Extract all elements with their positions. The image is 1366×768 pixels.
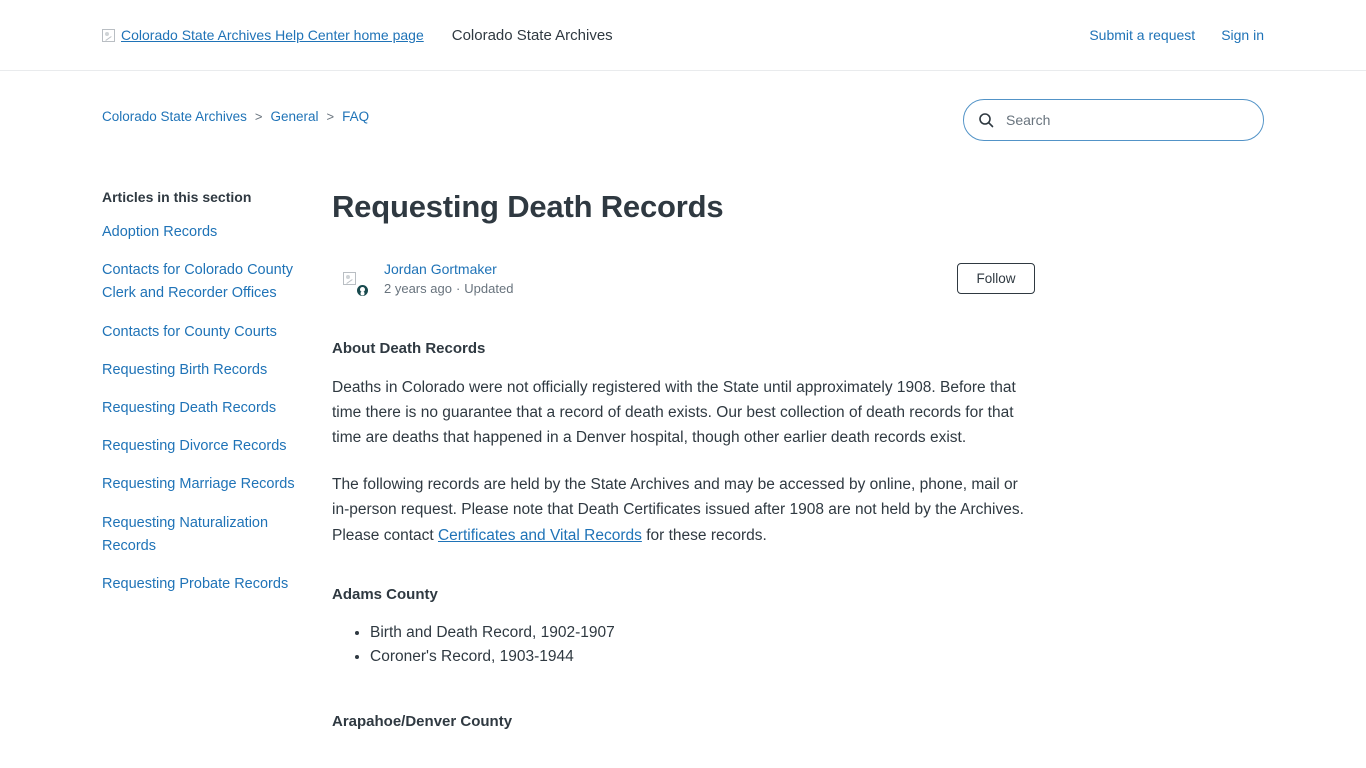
list-item — [102, 359, 310, 382]
list-item — [102, 573, 310, 596]
search-area — [963, 99, 1264, 141]
sidebar-heading: Articles in this section — [102, 189, 252, 205]
adams-county-records-list — [332, 621, 1035, 669]
breadcrumb-separator: > — [254, 109, 263, 124]
list-item — [102, 397, 310, 420]
heading-arapahoe-denver-county: Arapahoe/Denver County — [332, 712, 513, 730]
sidebar-item-requesting-birth-records[interactable]: Requesting Birth Records — [102, 361, 268, 378]
list-item: • Birth and Death Record, 1902-1907 — [370, 621, 1035, 645]
breadcrumb-item-2[interactable]: FAQ — [342, 109, 370, 124]
sidebar-item-requesting-death-records[interactable]: Requesting Death Records — [102, 399, 277, 416]
broken-image-icon — [343, 272, 356, 285]
sidebar-item-requesting-probate-records[interactable]: Requesting Probate Records — [102, 575, 289, 592]
list-item — [102, 473, 310, 496]
search-icon — [978, 112, 994, 128]
sidebar-item-requesting-naturalization-records[interactable]: Requesting Naturalization Records — [102, 514, 269, 554]
page-title: Requesting Death Records — [332, 189, 724, 224]
breadcrumb-item-1[interactable]: General — [270, 109, 319, 124]
sidebar-list — [102, 221, 310, 596]
updated-label: Updated — [464, 281, 514, 296]
agent-badge-icon — [355, 283, 370, 298]
author-link[interactable]: Jordan Gortmaker — [384, 261, 497, 277]
breadcrumb-separator: > — [326, 109, 335, 124]
list-item — [102, 512, 310, 558]
subheader — [0, 71, 1366, 141]
time-ago: 2 years ago — [384, 281, 452, 296]
list-item — [102, 259, 310, 305]
list-item — [102, 321, 310, 344]
main-container — [0, 189, 1366, 748]
breadcrumb-item-0[interactable]: Colorado State Archives — [102, 109, 247, 124]
paragraph-1: Deaths in Colorado were not officially registered with the State until approximately 1908. Before that time there is no guarantee that a record of death exists. Our best collection of death records for that time are deaths that happened in a Denver hospital, though other earlier death records exist. — [332, 379, 1016, 447]
broken-image-icon — [102, 29, 115, 42]
heading-about-death-records: About Death Records — [332, 340, 486, 357]
article-timestamp — [384, 281, 513, 296]
search-box[interactable] — [963, 99, 1264, 141]
paragraph-2-before: The following records are held by the State Archives and may be accessed by online, phone, mail or in-person request. Please note that Death Certificates issued after 1908 are not held by the Archives. Please contact — [332, 476, 1024, 544]
sign-in-link[interactable]: Sign in — [1221, 27, 1264, 43]
list-item — [102, 221, 310, 244]
meta-dot: · — [455, 281, 461, 296]
sidebar — [102, 189, 330, 748]
submit-request-link[interactable]: Submit a request — [1089, 27, 1196, 43]
list-item: • Coroner's Record, 1903-1944 — [370, 645, 1035, 669]
logo-area[interactable] — [102, 27, 613, 44]
sidebar-item-contacts-clerk-recorder[interactable]: Contacts for Colorado County Clerk and Recorder Offices — [102, 262, 294, 302]
meta-text — [384, 261, 513, 296]
logo-alt-text: Colorado State Archives Help Center home page — [121, 27, 424, 43]
paragraph-2 — [332, 472, 1035, 547]
follow-button[interactable]: Follow — [957, 263, 1035, 294]
article-meta — [332, 261, 1035, 296]
sidebar-item-requesting-marriage-records[interactable]: Requesting Marriage Records — [102, 476, 295, 493]
sidebar-item-requesting-divorce-records[interactable]: Requesting Divorce Records — [102, 438, 287, 455]
list-item — [102, 435, 310, 458]
header-actions — [1089, 27, 1264, 43]
certificates-vital-records-link[interactable]: Certificates and Vital Records — [437, 526, 642, 544]
heading-adams-county: Adams County — [332, 585, 438, 603]
breadcrumb — [102, 99, 369, 124]
sidebar-item-adoption-records[interactable]: Adoption Records — [102, 224, 218, 240]
avatar — [332, 262, 366, 296]
site-header — [0, 0, 1366, 71]
site-name: Colorado State Archives — [451, 26, 613, 44]
search-input[interactable] — [1004, 111, 1249, 129]
home-logo-link[interactable] — [102, 28, 424, 42]
paragraph-2-after: for these records. — [641, 526, 767, 544]
sidebar-item-contacts-county-courts[interactable]: Contacts for County Courts — [102, 323, 277, 340]
article — [330, 189, 1035, 748]
article-body — [332, 340, 1035, 730]
